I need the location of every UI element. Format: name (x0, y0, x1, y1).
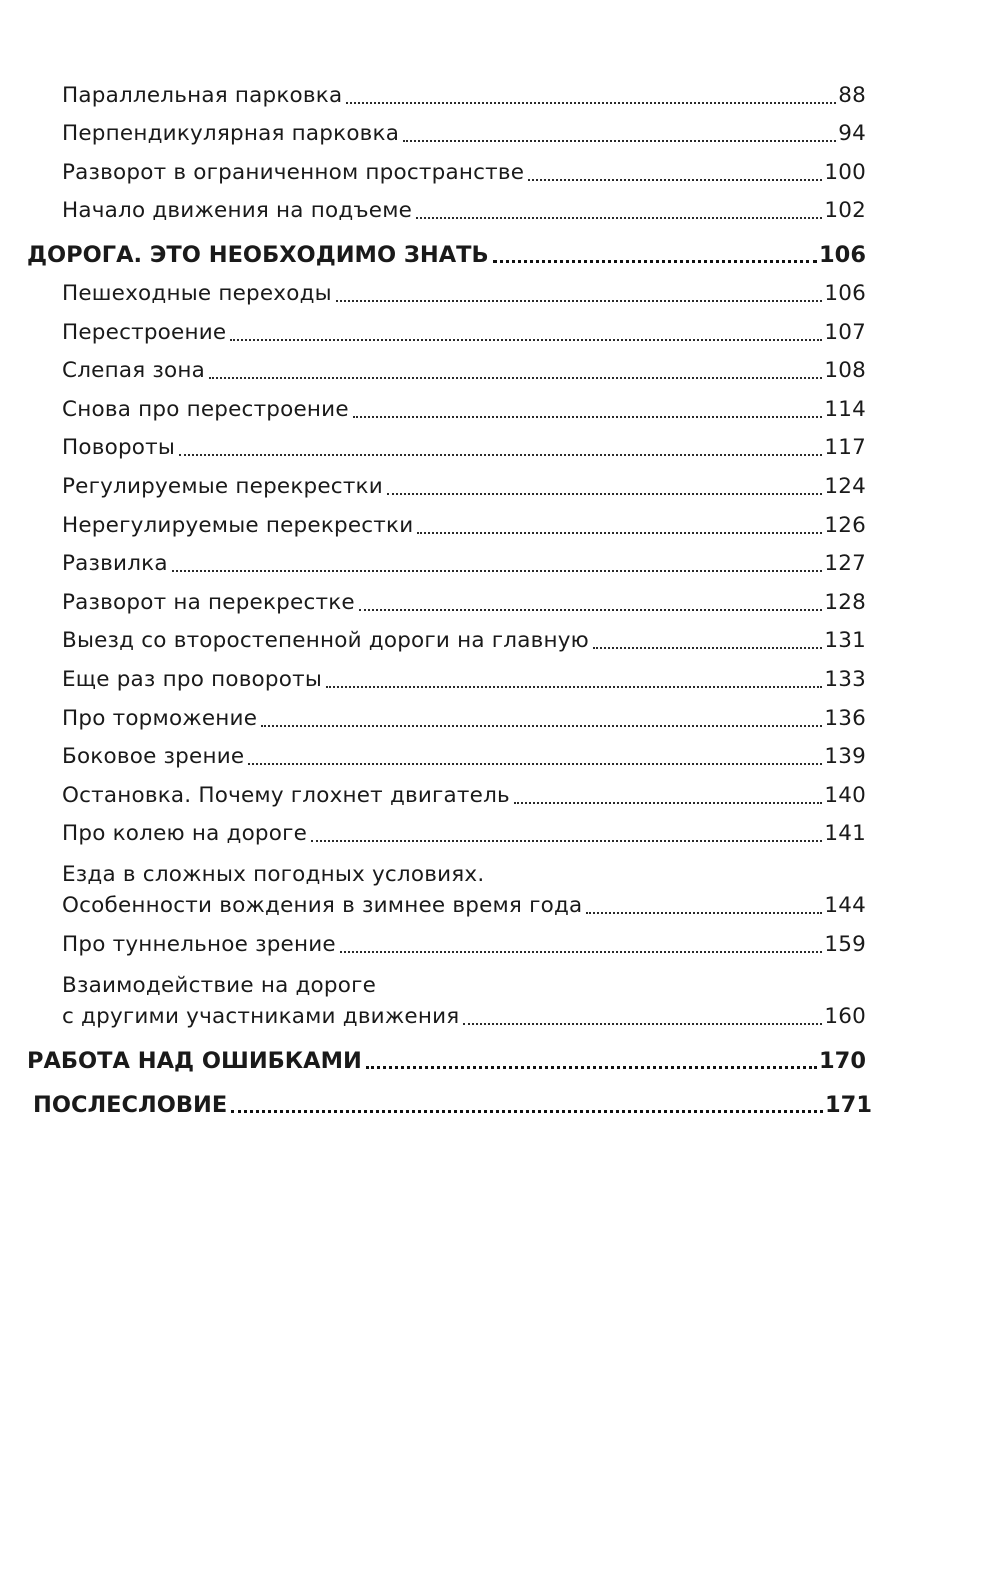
toc-entry (0, 188, 1000, 227)
toc-entry-page: 160 (824, 1003, 866, 1029)
dot-leader (403, 140, 836, 142)
toc-entry (0, 386, 1000, 425)
dot-leader (359, 609, 823, 611)
toc-entry-page: 144 (824, 893, 866, 919)
toc-entry (0, 618, 1000, 657)
toc-entry (0, 811, 1000, 850)
dot-leader (346, 102, 836, 104)
toc-entry-title: Про колею на дороге (62, 821, 308, 847)
toc-entry (0, 695, 1000, 734)
toc-entry-title-line-2: с другими участниками движения (62, 1003, 460, 1029)
toc-entry-title: Разворот в ограниченном пространстве (62, 159, 525, 185)
dot-leader (586, 912, 822, 914)
toc-chapter-title: ДОРОГА. ЭТО НЕОБХОДИМО ЗНАТЬ (27, 242, 489, 269)
toc-entry-page: 106 (824, 280, 866, 306)
toc-entry-page: 140 (824, 782, 866, 808)
toc-entry-title: Выезд со второстепенной дороги на главную (62, 628, 589, 654)
dot-leader (172, 570, 823, 572)
dot-leader (416, 217, 822, 219)
toc-entry (0, 149, 1000, 188)
toc-chapter (0, 226, 1000, 270)
toc-entry (0, 348, 1000, 387)
toc-entry (0, 849, 1000, 921)
toc-entry (0, 921, 1000, 960)
toc-entry (0, 425, 1000, 464)
dot-leader (326, 686, 822, 688)
toc-entry (0, 463, 1000, 502)
toc-entry (0, 734, 1000, 773)
toc-entry-page: 102 (824, 198, 866, 224)
toc-chapter-page: 106 (819, 242, 866, 269)
toc-entry-title: Еще раз про повороты (62, 666, 323, 692)
dot-leader (261, 725, 822, 727)
toc-entry-page: 159 (824, 931, 866, 957)
toc-entry-page: 107 (824, 319, 866, 345)
toc-entry-title: Боковое зрение (62, 744, 245, 770)
toc-chapter (0, 1076, 1000, 1120)
dot-leader (311, 840, 822, 842)
dot-leader (340, 951, 823, 953)
toc-entry-title: Параллельная парковка (62, 82, 343, 108)
dot-leader (353, 416, 823, 418)
dot-leader (493, 260, 817, 263)
toc-entry-page: 117 (824, 435, 866, 461)
toc-entry-page: 114 (824, 396, 866, 422)
dot-leader (528, 179, 822, 181)
toc-entry-title: Перестроение (62, 319, 227, 345)
toc-entry-page: 131 (824, 628, 866, 654)
toc-entry-title: Слепая зона (62, 358, 205, 384)
toc-entry-title: Повороты (62, 435, 176, 461)
toc-entry-page: 136 (824, 705, 866, 731)
toc-entry (0, 772, 1000, 811)
toc-entry (0, 541, 1000, 580)
toc-entry (0, 960, 1000, 1032)
toc-entry-title: Регулируемые перекрестки (62, 473, 383, 499)
toc-entry-page: 124 (824, 473, 866, 499)
toc-entry (0, 270, 1000, 309)
toc-entry-title: Перпендикулярная парковка (62, 121, 400, 147)
dot-leader (231, 1110, 823, 1113)
dot-leader (336, 300, 823, 302)
dot-leader (230, 339, 822, 341)
toc-entry-title: Разворот на перекрестке (62, 589, 355, 615)
dot-leader (593, 647, 822, 649)
dot-leader (514, 802, 822, 804)
toc-entry (0, 502, 1000, 541)
toc-entry-page: 88 (838, 82, 866, 108)
toc-entry-title (62, 970, 459, 1032)
toc-entry-title-line-1: Езда в сложных погодных условиях. (62, 862, 485, 888)
toc-entry (0, 309, 1000, 348)
toc-entry-page: 141 (824, 821, 866, 847)
toc-chapter-title: ПОСЛЕСЛОВИЕ (33, 1091, 228, 1118)
toc-entry-title (62, 859, 582, 921)
dot-leader (387, 493, 822, 495)
dot-leader (209, 377, 822, 379)
toc-entry (0, 579, 1000, 618)
toc-entry-title: Снова про перестроение (62, 396, 349, 422)
dot-leader (366, 1066, 817, 1069)
dot-leader (417, 532, 822, 534)
toc-entry-title-line-1: Взаимодействие на дороге (62, 972, 377, 998)
toc-entry-title: Про туннельное зрение (62, 931, 336, 957)
toc-entry-page: 108 (824, 358, 866, 384)
dot-leader (179, 454, 822, 456)
toc-chapter-page: 171 (825, 1091, 872, 1118)
dot-leader (463, 1023, 822, 1025)
toc-entry (0, 656, 1000, 695)
dot-leader (248, 763, 822, 765)
toc-entry-page: 100 (824, 159, 866, 185)
toc-entry (0, 111, 1000, 150)
toc-entry-title: Развилка (62, 551, 168, 577)
table-of-contents (0, 72, 1000, 1120)
toc-entry-page: 128 (824, 589, 866, 615)
toc-entry-page: 94 (838, 121, 866, 147)
toc-entry-title-line-2: Особенности вождения в зимнее время года (62, 893, 583, 919)
toc-entry-page: 126 (824, 512, 866, 538)
toc-entry (0, 72, 1000, 111)
toc-entry-title: Остановка. Почему глохнет двигатель (62, 782, 510, 808)
toc-entry-page: 127 (824, 551, 866, 577)
toc-entry-title: Нерегулируемые перекрестки (62, 512, 414, 538)
toc-chapter-page: 170 (819, 1047, 866, 1074)
toc-entry-title: Про торможение (62, 705, 258, 731)
toc-chapter-title: РАБОТА НАД ОШИБКАМИ (27, 1047, 362, 1074)
toc-entry-title: Пешеходные переходы (62, 280, 332, 306)
toc-entry-page: 139 (824, 744, 866, 770)
toc-entry-page: 133 (824, 666, 866, 692)
toc-entry-title: Начало движения на подъеме (62, 198, 413, 224)
toc-chapter (0, 1032, 1000, 1076)
